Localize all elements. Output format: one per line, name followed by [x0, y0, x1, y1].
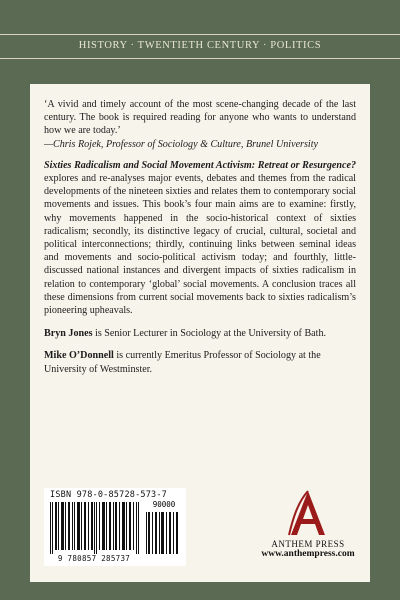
publisher-name: ANTHEM PRESS — [271, 539, 345, 549]
addon-barcode-icon — [144, 502, 182, 554]
description-text: explores and re-analyses major events, debates and themes from the radical developments of the nineteen sixties and relates them to contemporary social movements and issues. This book’s four main aims are to examine: firstly, why movements happened in the socio-historical context of sixties radicalism; secondly, its distinctive legacy of crucial, cultural, societal and political interconnections; thirdly, continuing links between seminal ideas and movements and socio-political activism today; and fourthly, little-discussed national instances and divergent impacts of sixties radicalism in relation to contemporary ‘global’ social movements. A conclusion traces all these dimensions from current social movements back to sixties radicalism’s pioneering upheavals. — [44, 173, 356, 317]
quote-text: ‘A vivid and timely account of the most scene-changing decade of the last century. The book is required reading for anyone who wants to understand how we are today.’ — [44, 99, 356, 137]
publisher-block — [253, 488, 363, 572]
author-bio-text-1: is Senior Lecturer in Sociology at the University of Bath. — [92, 328, 327, 340]
isbn-barcode — [44, 488, 186, 566]
ean-digits: 9 780857 285737 — [57, 554, 131, 563]
author-bio-1 — [44, 327, 356, 340]
author-name-1: Bryn Jones — [44, 328, 93, 340]
author-name-2: Mike O’Donnell — [44, 350, 114, 362]
top-band — [0, 0, 400, 30]
barcode-bars-icon — [48, 502, 142, 554]
blurb-content — [44, 98, 356, 385]
author-bio-2 — [44, 349, 356, 375]
category-rule-bottom — [0, 58, 400, 59]
author-bio-text-2: is currently Emeritus Professor of Sociology at the University of Westminster. — [44, 350, 321, 375]
publisher-url: www.anthempress.com — [261, 549, 355, 559]
anthem-logo-icon — [283, 488, 333, 538]
quote-attribution: —Chris Rojek, Professor of Sociology & Culture, Brunel University — [44, 138, 318, 150]
addon-digits: 90000 — [152, 500, 176, 509]
subject-categories: HISTORY · TWENTIETH CENTURY · POLITICS — [0, 35, 400, 57]
book-description — [44, 159, 356, 317]
endorsement-quote — [44, 98, 356, 151]
book-title: Sixties Radicalism and Social Movement Activism: Retreat or Resurgence? — [44, 159, 356, 171]
isbn-text: ISBN 978-0-85728-573-7 — [50, 490, 167, 500]
